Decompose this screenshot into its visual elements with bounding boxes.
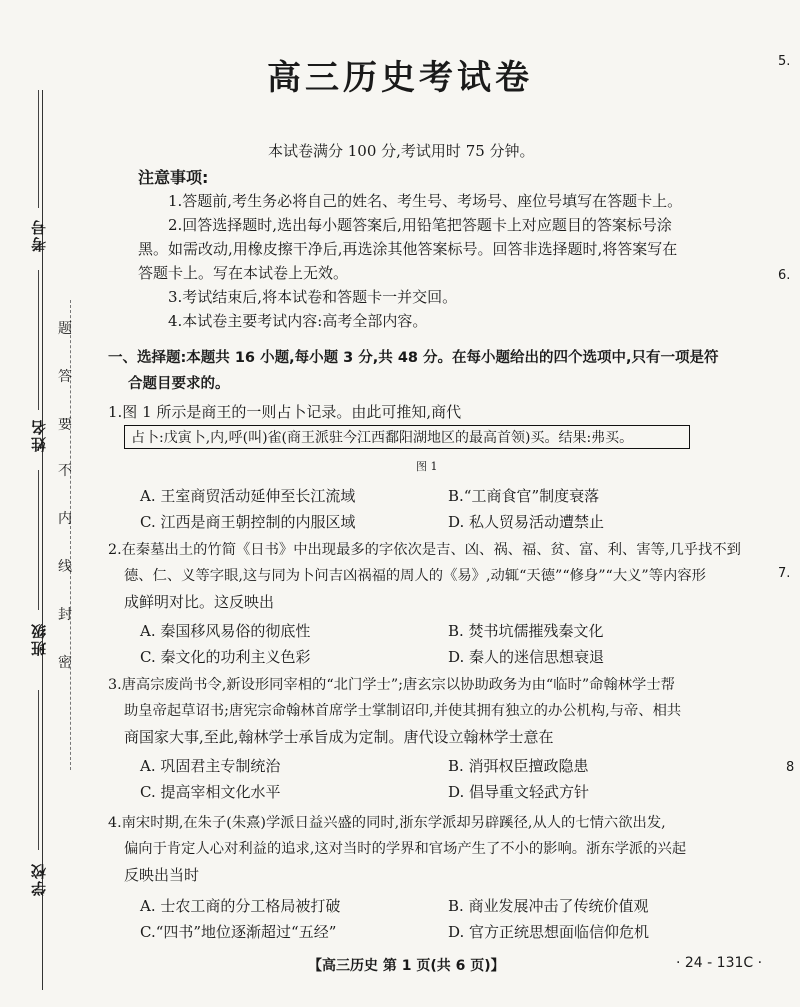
question-stem: 4.南宋时期,在朱子(朱熹)学派日益兴盛的同时,浙东学派却另辟蹊径,从人的七情六欲出发,: [108, 815, 666, 831]
question-stem: 商国家大事,至此,翰林学士承旨成为定制。唐代设立翰林学士意在: [124, 728, 554, 746]
notes-line: 答题卡上。写在本试卷上无效。: [138, 264, 349, 282]
edge-number: 5.: [778, 54, 791, 69]
exam-no-fill-line: [38, 90, 39, 208]
notes-line: 3.考试结束后,将本试卷和答题卡一并交回。: [168, 288, 458, 306]
edge-number: 8: [786, 760, 795, 775]
edge-number: 7.: [778, 566, 791, 581]
class-label: 班级: [30, 622, 48, 656]
option-d: D. 官方正统思想面临信仰危机: [448, 923, 650, 941]
seal-char: 密: [58, 655, 72, 671]
seal-char: 题: [58, 321, 72, 337]
page-footer: 【高三历史 第 1 页(共 6 页)】: [308, 958, 505, 974]
notes-line: 4.本试卷主要考试内容:高考全部内容。: [168, 312, 428, 330]
option-a: A. 巩固君主专制统治: [140, 757, 281, 775]
figure-caption: 图 1: [416, 460, 438, 473]
seal-char: 线: [58, 559, 72, 575]
name-label: 姓名: [30, 418, 48, 452]
seal-char: 要: [58, 417, 72, 433]
question-stem: 反映出当时: [124, 866, 200, 884]
seal-char: 内: [58, 511, 72, 527]
option-b: B. 商业发展冲击了传统价值观: [448, 897, 649, 915]
question-stem: 3.唐高宗废尚书令,新设形同宰相的“北门学士”;唐玄宗以协助政务为由“临时”命翰林学士帮: [108, 677, 675, 693]
seal-char: 封: [58, 607, 72, 623]
option-a: A. 王室商贸活动延伸至长江流域: [140, 487, 356, 505]
class-fill-line: [38, 470, 39, 610]
exam-no-label: 考号: [30, 218, 48, 252]
option-d: D. 倡导重文轻武方针: [448, 783, 590, 801]
option-b: B. 焚书坑儒摧残秦文化: [448, 622, 604, 640]
question-stem: 偏向于肯定人心对利益的追求,这对当时的学界和官场产生了不小的影响。浙东学派的兴起: [124, 841, 687, 857]
option-c: C. 提高宰相文化水平: [140, 783, 281, 801]
option-c: C.“四书”地位逐渐超过“五经”: [140, 923, 337, 941]
question-stem: 成鲜明对比。这反映出: [124, 593, 275, 611]
exam-intro: 本试卷满分 100 分,考试用时 75 分钟。: [268, 142, 535, 160]
option-c: C. 秦文化的功利主义色彩: [140, 648, 311, 666]
edge-number: 6.: [778, 268, 791, 283]
section-heading: 一、选择题:本题共 16 小题,每小题 3 分,共 48 分。在每小题给出的四个选项中,只有一项是符: [108, 350, 719, 366]
exam-code: · 24 - 131C ·: [676, 955, 763, 971]
page-title: 高三历史考试卷: [267, 58, 533, 98]
question-stem: 1.图 1 所示是商王的一则占卜记录。由此可推知,商代: [108, 403, 462, 421]
question-stem: 助皇帝起草诏书;唐宪宗命翰林首席学士掌制诏印,并使其拥有独立的办公机构,与帝、相共: [124, 703, 682, 719]
option-b: B.“工商食官”制度衰落: [448, 487, 600, 505]
notes-line: 黑。如需改动,用橡皮擦干净后,再选涂其他答案标号。回答非选择题时,将答案写在: [138, 240, 678, 258]
option-d: D. 秦人的迷信思想衰退: [448, 648, 605, 666]
school-fill-line: [38, 690, 39, 850]
question-stem: 德、仁、义等字眼,这与同为卜问吉凶祸福的周人的《易》,动辄“天德”“修身”“大义”等内容形: [124, 568, 706, 584]
oracle-record-box: 占卜:戊寅卜,内,呼(叫)雀(商王派驻今江西鄱阳湖地区的最高首领)买。结果:弗买。: [124, 425, 690, 449]
option-b: B. 消弭权臣擅政隐患: [448, 757, 589, 775]
school-label: 学校: [30, 862, 48, 896]
notes-line: 1.答题前,考生务必将自己的姓名、考生号、考场号、座位号填写在答题卡上。: [168, 192, 683, 210]
notes-heading: 注意事项:: [138, 168, 209, 187]
option-d: D. 私人贸易活动遭禁止: [448, 513, 605, 531]
name-fill-line: [38, 270, 39, 410]
seal-char: 答: [58, 369, 72, 385]
option-a: A. 秦国移风易俗的彻底性: [140, 622, 311, 640]
option-c: C. 江西是商王朝控制的内服区域: [140, 513, 356, 531]
section-heading-cont: 合题目要求的。: [128, 376, 230, 392]
seal-char: 不: [58, 463, 72, 479]
notes-line: 2.回答选择题时,选出每小题答案后,用铅笔把答题卡上对应题目的答案标号涂: [168, 216, 672, 234]
question-stem: 2.在秦墓出土的竹简《日书》中出现最多的字依次是吉、凶、祸、福、贫、富、利、害等,几乎找不到: [108, 542, 741, 558]
option-a: A. 士农工商的分工格局被打破: [140, 897, 341, 915]
